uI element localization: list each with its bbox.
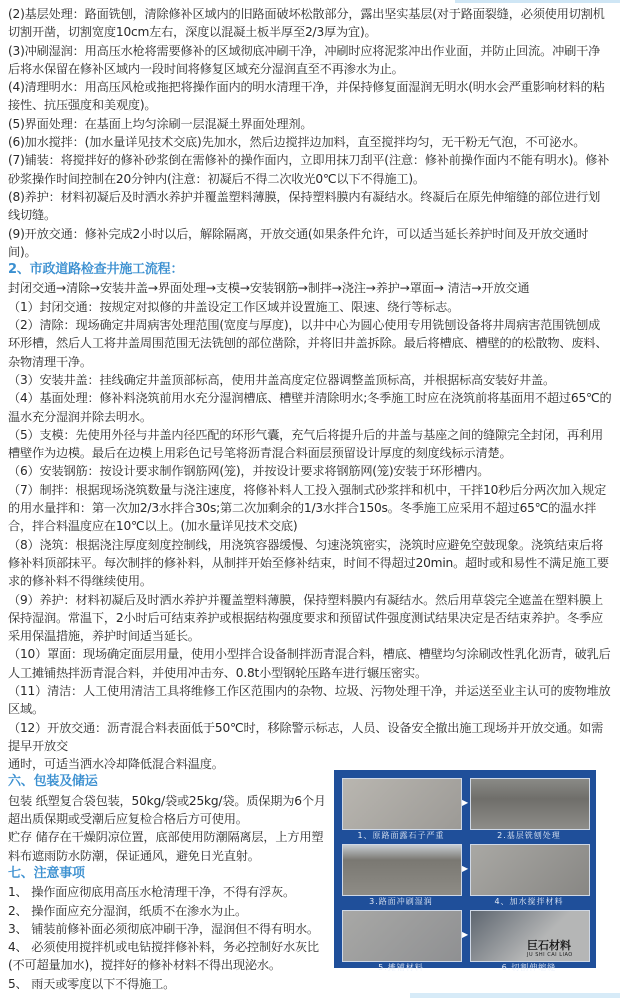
photo-exposed-stones [342,778,462,830]
step-paragraph: （5）支模：先使用外径与井盖内径匹配的环形气囊，充气后将提升后的井盖与基座之间的缝隙完全封闭，再利用槽壁作为边模。最后在边模上用彩色记号笔将沥青混合料面层预留设计厚度的刻度线标示清楚。 [8,427,603,461]
lower-left-column [8,755,333,993]
photo-milling [470,778,590,830]
top-accent-bar [455,0,620,3]
photo-caption: 2.基层铣刨处理 [497,831,561,841]
arrow-right-icon: ▶ [462,864,469,874]
step-paragraph: （12）开放交通：沥青混合料表面低于50℃时，移除警示标志，人员、设备安全撤出施工现场并开放交通。如需提早开放交 [8,720,604,753]
step-paragraph: （11）清洁：人工使用清洁工具将维修工作区范围内的杂物、垃圾、污物处理干净，并运送至业主认可的废物堆放区域。 [8,683,611,717]
step-paragraph: （4）基面处理：修补料浇筑前用水充分湿润槽底、槽壁并清除明水;冬季施工时应在浇筑前将基面用不超过65℃的温水充分湿润并除去明水。 [8,391,612,424]
photo-caption: 3.路面冲刷湿润 [369,897,433,907]
storage-text: 贮存 储存在干燥阴凉位置，底部使用防潮隔离层，上方用塑料布遮雨防水防潮，保证通风，避免日光直射。 [8,830,324,863]
photo-caption: 1、原路面露石子严重 [357,831,445,841]
step-paragraph: （6）安装钢筋：按设计要求制作钢筋网(笼)，并按设计要求将钢筋网(笼)安装于环形槽内。 [8,464,490,479]
step-paragraph: （9）养护：材料初凝后及时洒水养护并覆盖塑料薄膜，保持塑料膜内有凝结水。然后用草袋完全遮盖在塑料膜上保持湿润。常温下，2小时后可结束养护或根据结构强度要求和预留试件强度测试结果决定是否结束养护。冬季应采用保温措施，养护时间适当延长。 [8,592,603,644]
photo-caption: 5.摊铺材料 [378,963,424,973]
step-paragraph: (7)铺装：将搅拌好的修补砂浆倒在需修补的操作面内，立即用抹刀刮平(注意：修补前操作面内不能有明水)。修补砂浆操作时间控制在20分钟内(注意：初凝后不得二次收光0℃以下不得施工)。 [8,153,610,186]
notice-item: 4、 必须使用搅拌机或电钻搅拌修补料，务必控制好水灰比(不可超量加水)，搅拌好的修补材料不得出现泌水。 [8,940,319,973]
step-paragraph: (9)开放交通：修补完成2小时以后，解除隔离，开放交通(如果条件允许，可以适当延长养护时间及开放交通时间)。 [8,226,589,259]
photo-caption: 4、加水搅拌材料 [494,897,564,907]
step-paragraph: （3）安装井盖：挂线确定井盖顶部标高，使用井盖高度定位器调整盖顶标高，并根据标高安装好井盖。 [8,372,555,387]
notice-item: 1、 操作面应彻底用高压水枪清理干净，不得有浮灰。 [8,885,295,900]
construction-photo-panel [334,770,596,973]
bottom-accent-bar [410,993,620,998]
step-paragraph: （2）清除：现场确定井周病害处理范围(宽度与厚度)，以井中心为圆心使用专用铣刨设备将井周病害范围铣刨成环形槽，然后人工将井盖周围范围无法铣刨的部位凿除，并将旧井盖拆除。最后将槽底、槽壁的的松散物、废料、杂物清理干净。 [8,318,608,369]
step-paragraph: （7）制拌：根据现场浇筑数量与浇注速度，将修补料人工投入强制式砂浆拌和机中，干拌10秒后分两次加入规定的用水量拌和：第一次加2/3水拌合30s;第二次加剩余的1/3水拌合150s。冬季施工应采用不超过65℃的温水拌合，拌合料温度应在10℃以上。(加水量详见技术交底) [8,482,607,534]
photo-paving [342,910,462,962]
step-paragraph: (4)清理明水：用高压风枪或拖把将操作面内的明水清理干净，并保持修复面湿润无明水(明水会严重影响材料的粘接性、抗压强度和美观度)。 [8,80,605,113]
section-heading: 七、注意事项 [8,865,85,881]
arrow-right-icon: ▶ [462,798,469,808]
section-heading: 2、市政道路检查井施工流程： [8,262,184,278]
photo-mixing [470,844,590,896]
notice-item: 2、 操作面应充分湿润，纸质不在渗水为止。 [8,903,247,918]
packaging-text: 包装 纸塑复合袋包装，50kg/袋或25kg/袋。质保期为6个月超出质保期或受潮后应复检合格后方可使用。 [8,793,326,827]
photo-caption: 6.切割伸缩缝 [501,963,557,973]
step-paragraph: (8)养护：材料初凝后及时洒水养护并覆盖塑料薄膜，保持塑料膜内有凝结水。终凝后在原先伸缩缝的部位进行划线切缝。 [8,189,601,223]
photo-flushing [342,844,462,896]
step-paragraph: (6)加水搅拌：(加水量详见技术交底)先加水，然后边搅拌边加料，直至搅拌均匀，无干粉无气泡，不可泌水。 [8,135,586,150]
step-paragraph: (2)基层处理：路面铣刨，清除修补区域内的旧路面破坏松散部分，露出坚实基层(对于路面裂缝，必须使用切割机切割开凿，切割宽度10cm左右，深度以混凝土板半厚至2/3厚为宜)。 [8,7,605,40]
logo-text: 巨石材料 [527,939,571,953]
lower-section [0,755,620,993]
arrow-right-icon: ▶ [462,930,469,940]
logo-pinyin: JU SHI CAI LIAO [527,952,573,959]
step-paragraph: (3)冲刷湿润：用高压水枪将需要修补的区域彻底冲刷干净，冲刷时应将泥浆冲出作业面，并防止回流。冲刷干净后将水保留在修补区域内一段时间将修复区域充分湿润直至不再渗水为止。 [8,43,601,76]
notice-item: 5、 雨天或零度以下不得施工。 [8,976,176,991]
step-paragraph: （8）浇筑：根据浇注厚度刻度控制线，用浇筑容器缓慢、匀速浇筑密实，浇筑时应避免空鼓现象。浇筑结束后将修补料顶部抹平。每次制拌的修补料，从制拌开始至修补结束，时间不得超过20min。超时或和易性不满足施工要求的修补料不得继续使用。 [8,537,609,589]
step-paragraph: （1）封闭交通：按规定对拟修的井盖设定工作区域并设置施工、限速、绕行等标志。 [8,299,460,314]
process-flow: 封闭交通→清除→安装井盖→界面处理→支模→安装钢筋→制拌→浇注→养护→罩面→ 清洁→开放交通 [8,281,530,296]
notice-item: 3、 铺装前修补面必须彻底冲刷干净，湿润但不得有明水。 [8,921,319,936]
step-paragraph: (5)界面处理：在基面上均匀涂刷一层混凝土界面处理剂。 [8,116,313,131]
step-paragraph: （10）罩面：现场确定面层用量，使用小型拌合设备制拌沥青混合料，槽底、槽壁均匀涂刷改性乳化沥青，破乳后人工摊铺热拌沥青混合料，并使用冲击夯、0.8t小型钢轮压路车进行辗压密实。 [8,647,611,680]
step-paragraph-tail: 通时，可适当洒水冷却降低混合料温度。 [8,757,224,772]
section-heading: 六、包装及储运 [8,774,98,790]
brand-logo [527,940,573,958]
